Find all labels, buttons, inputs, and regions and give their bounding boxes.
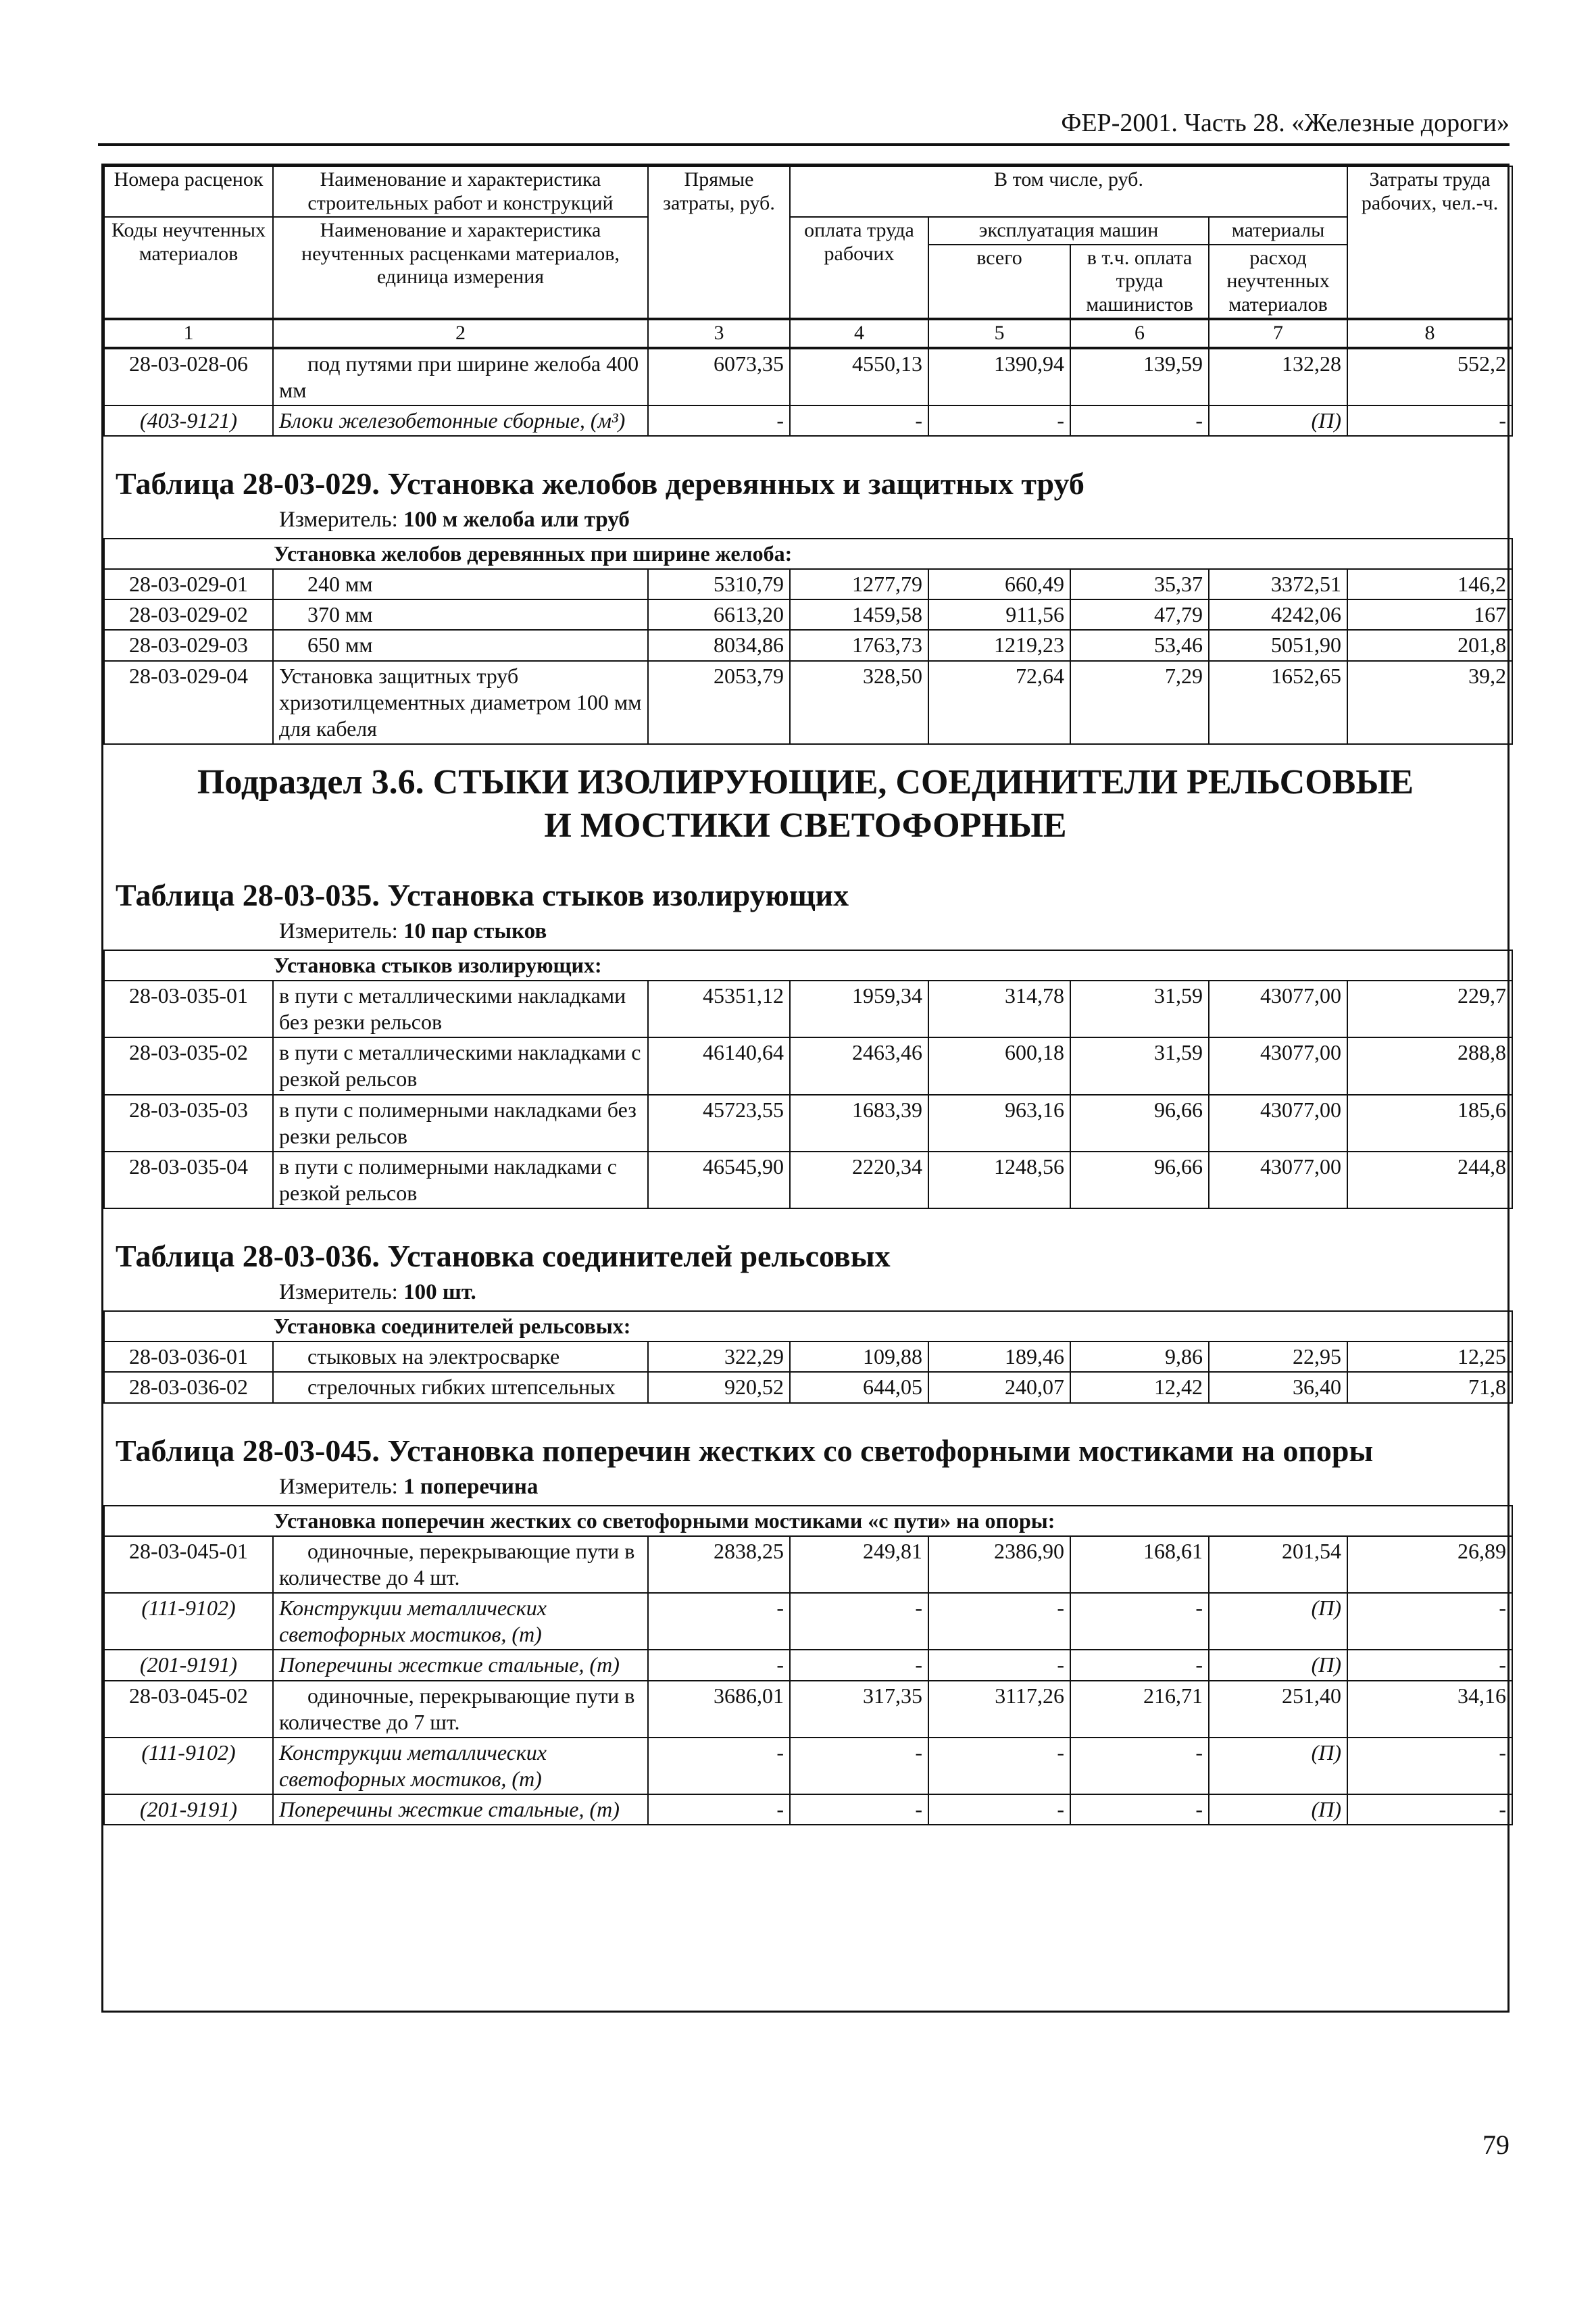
header-unaccounted-names: Наименование и характеристика неучтенных расценками материалов, единица измерения: [273, 217, 648, 318]
material-code: (201-9191): [104, 1794, 273, 1825]
labor-hours-value: 552,2: [1347, 349, 1512, 405]
page-number: 79: [1482, 2130, 1510, 2160]
machine-total-value: 1219,23: [928, 630, 1070, 660]
machine-total-value: 240,07: [928, 1372, 1070, 1402]
material-code: (201-9191): [104, 1650, 273, 1680]
rate-code: 28-03-035-03: [104, 1095, 273, 1152]
machine-total-value: 72,64: [928, 661, 1070, 744]
direct-costs-value: -: [648, 1593, 790, 1650]
rate-name: в пути с металлическими накладками с резкой рельсов: [273, 1037, 648, 1094]
labor-pay-value: 644,05: [790, 1372, 928, 1402]
direct-costs-value: 45351,12: [648, 981, 790, 1037]
labor-pay-value: 2220,34: [790, 1152, 928, 1208]
machine-total-value: -: [928, 1794, 1070, 1825]
direct-costs-value: 6073,35: [648, 349, 790, 405]
column-number: 5: [928, 320, 1070, 347]
materials-value: (П): [1209, 1593, 1347, 1650]
machine-total-value: -: [928, 1650, 1070, 1680]
direct-costs-value: 6613,20: [648, 599, 790, 630]
rate-name: стыковых на электросварке: [273, 1341, 648, 1372]
column-number: 6: [1070, 320, 1209, 347]
machinist-pay-value: 12,42: [1070, 1372, 1209, 1402]
column-number-row: [103, 319, 1513, 348]
machine-total-value: 1390,94: [928, 349, 1070, 405]
table-row: [104, 981, 1512, 1037]
materials-value: 22,95: [1209, 1341, 1347, 1372]
machine-total-value: 314,78: [928, 981, 1070, 1037]
column-number: 2: [273, 320, 648, 347]
materials-value: 5051,90: [1209, 630, 1347, 660]
material-name: Поперечины жесткие стальные, (т): [273, 1794, 648, 1825]
header-machine-total: всего: [928, 245, 1070, 319]
labor-hours-value: 229,7: [1347, 981, 1512, 1037]
rate-code: 28-03-035-01: [104, 981, 273, 1037]
rate-name: 650 мм: [273, 630, 648, 660]
header-labor-costs: Затраты труда рабочих, чел.-ч.: [1347, 166, 1512, 318]
machinist-pay-value: 35,37: [1070, 569, 1209, 599]
table-title: Таблица 28-03-029. Установка желобов деревянных и защитных труб: [116, 466, 1084, 501]
materials-value: 36,40: [1209, 1372, 1347, 1402]
materials-value: 43077,00: [1209, 1037, 1347, 1094]
materials-value: 201,54: [1209, 1536, 1347, 1593]
table-row: [104, 661, 1512, 744]
machine-total-value: 911,56: [928, 599, 1070, 630]
machine-total-value: 189,46: [928, 1341, 1070, 1372]
materials-value: 251,40: [1209, 1681, 1347, 1738]
direct-costs-value: 46140,64: [648, 1037, 790, 1094]
materials-value: 43077,00: [1209, 1095, 1347, 1152]
machine-total-value: -: [928, 1738, 1070, 1794]
header-materials: материалы: [1209, 217, 1347, 245]
machine-total-value: 660,49: [928, 569, 1070, 599]
labor-hours-value: 39,2: [1347, 661, 1512, 744]
labor-pay-value: 2463,46: [790, 1037, 928, 1094]
table-row: [104, 1152, 1512, 1208]
machine-total-value: 2386,90: [928, 1536, 1070, 1593]
rate-code: 28-03-028-06: [104, 349, 273, 405]
labor-pay-value: -: [790, 1593, 928, 1650]
labor-hours-value: 244,8: [1347, 1152, 1512, 1208]
labor-hours-value: 288,8: [1347, 1037, 1512, 1094]
unit-of-measure: Измеритель: 100 м желоба или труб: [279, 508, 630, 533]
direct-costs-value: -: [648, 405, 790, 436]
table-title: Таблица 28-03-036. Установка соединителей рельсовых: [116, 1238, 891, 1273]
header-rates-number: Номера расценок: [104, 166, 273, 217]
labor-hours-value: 185,6: [1347, 1095, 1512, 1152]
rate-code: 28-03-036-01: [104, 1341, 273, 1372]
table-subhead: Установка желобов деревянных при ширине желоба:: [104, 539, 1512, 569]
machinist-pay-value: -: [1070, 1738, 1209, 1794]
labor-pay-value: -: [790, 1650, 928, 1680]
rate-code: 28-03-036-02: [104, 1372, 273, 1402]
rate-name: 240 мм: [273, 569, 648, 599]
direct-costs-value: 8034,86: [648, 630, 790, 660]
column-number: 1: [104, 320, 273, 347]
header-unaccounted-codes: Коды неучтенных материалов: [104, 217, 273, 318]
labor-pay-value: -: [790, 1738, 928, 1794]
header-including: В том числе, руб.: [790, 166, 1347, 217]
rate-name: одиночные, перекрывающие пути в количестве до 7 шт.: [273, 1681, 648, 1738]
table-title: Таблица 28-03-035. Установка стыков изолирующих: [116, 877, 849, 912]
labor-pay-value: 249,81: [790, 1536, 928, 1593]
machinist-pay-value: 168,61: [1070, 1536, 1209, 1593]
labor-pay-value: -: [790, 405, 928, 436]
table-row: [104, 1681, 1512, 1738]
material-name: Конструкции металлических светофорных мостиков, (т): [273, 1738, 648, 1794]
rate-code: 28-03-029-04: [104, 661, 273, 744]
rate-code: 28-03-035-04: [104, 1152, 273, 1208]
table-subhead: Установка соединителей рельсовых:: [104, 1311, 1512, 1341]
direct-costs-value: 2053,79: [648, 661, 790, 744]
direct-costs-value: -: [648, 1738, 790, 1794]
labor-pay-value: -: [790, 1794, 928, 1825]
machine-total-value: 963,16: [928, 1095, 1070, 1152]
table-subhead: Установка стыков изолирующих:: [104, 950, 1512, 981]
rate-name: в пути с полимерными накладками без резки рельсов: [273, 1095, 648, 1152]
rate-name: одиночные, перекрывающие пути в количестве до 4 шт.: [273, 1536, 648, 1593]
labor-hours-value: 12,25: [1347, 1341, 1512, 1372]
labor-hours-value: 34,16: [1347, 1681, 1512, 1738]
labor-hours-value: 167: [1347, 599, 1512, 630]
unit-of-measure: Измеритель: 100 шт.: [279, 1280, 476, 1305]
table-row: [104, 1536, 1512, 1593]
table-subhead: Установка поперечин жестких со светофорными мостиками «с пути» на опоры:: [104, 1506, 1512, 1536]
materials-value: 4242,06: [1209, 599, 1347, 630]
machinist-pay-value: -: [1070, 1794, 1209, 1825]
table-029: [103, 538, 1513, 744]
table-036: [103, 1310, 1513, 1403]
direct-costs-value: 322,29: [648, 1341, 790, 1372]
table-row: [104, 1095, 1512, 1152]
labor-hours-value: -: [1347, 1650, 1512, 1680]
labor-hours-value: 71,8: [1347, 1372, 1512, 1402]
labor-pay-value: 317,35: [790, 1681, 928, 1738]
labor-hours-value: 26,89: [1347, 1536, 1512, 1593]
rate-name: стрелочных гибких штепсельных: [273, 1372, 648, 1402]
machinist-pay-value: -: [1070, 1593, 1209, 1650]
table-row: [104, 1372, 1512, 1402]
material-code: (403-9121): [104, 405, 273, 436]
rate-name: в пути с полимерными накладками с резкой рельсов: [273, 1152, 648, 1208]
table-row: [104, 630, 1512, 660]
table-035: [103, 950, 1513, 1208]
table-045: [103, 1505, 1513, 1825]
table-row: [104, 599, 1512, 630]
header-machine-operation: эксплуатация машин: [928, 217, 1209, 245]
table-row: [104, 569, 1512, 599]
direct-costs-value: 46545,90: [648, 1152, 790, 1208]
labor-hours-value: 146,2: [1347, 569, 1512, 599]
table-row: [104, 1650, 1512, 1680]
labor-pay-value: 1763,73: [790, 630, 928, 660]
labor-pay-value: 1459,58: [790, 599, 928, 630]
unit-of-measure: Измеритель: 1 поперечина: [279, 1475, 539, 1500]
rate-code: 28-03-045-02: [104, 1681, 273, 1738]
materials-value: 132,28: [1209, 349, 1347, 405]
table-row: [104, 405, 1512, 436]
table-row: [104, 1037, 1512, 1094]
direct-costs-value: 3686,01: [648, 1681, 790, 1738]
rate-code: 28-03-035-02: [104, 1037, 273, 1094]
labor-hours-value: -: [1347, 1738, 1512, 1794]
materials-value: (П): [1209, 405, 1347, 436]
labor-pay-value: 4550,13: [790, 349, 928, 405]
materials-value: (П): [1209, 1738, 1347, 1794]
rate-code: 28-03-029-03: [104, 630, 273, 660]
direct-costs-value: 920,52: [648, 1372, 790, 1402]
direct-costs-value: -: [648, 1650, 790, 1680]
machinist-pay-value: 53,46: [1070, 630, 1209, 660]
machinist-pay-value: 139,59: [1070, 349, 1209, 405]
labor-hours-value: 201,8: [1347, 630, 1512, 660]
table-028: [103, 348, 1513, 437]
column-number: 8: [1347, 320, 1512, 347]
labor-hours-value: -: [1347, 405, 1512, 436]
running-head: ФЕР-2001. Часть 28. «Железные дороги»: [1061, 109, 1510, 137]
machinist-pay-value: 216,71: [1070, 1681, 1209, 1738]
rate-code: 28-03-029-01: [104, 569, 273, 599]
material-code: (111-9102): [104, 1738, 273, 1794]
direct-costs-value: 45723,55: [648, 1095, 790, 1152]
materials-value: 3372,51: [1209, 569, 1347, 599]
header-unaccounted-materials-use: расход неучтенных материалов: [1209, 245, 1347, 319]
table-row: [104, 1738, 1512, 1794]
rate-name: в пути с металлическими накладками без резки рельсов: [273, 981, 648, 1037]
machine-total-value: 1248,56: [928, 1152, 1070, 1208]
header-machinist-pay: в т.ч. оплата труда машинистов: [1070, 245, 1209, 319]
machine-total-value: 600,18: [928, 1037, 1070, 1094]
header-work-name: Наименование и характеристика строительных работ и конструкций: [273, 166, 648, 217]
machinist-pay-value: 96,66: [1070, 1152, 1209, 1208]
material-name: Поперечины жесткие стальные, (т): [273, 1650, 648, 1680]
machine-total-value: -: [928, 405, 1070, 436]
header-labor-pay: оплата труда рабочих: [790, 217, 928, 318]
machinist-pay-value: 47,79: [1070, 599, 1209, 630]
rate-name: 370 мм: [273, 599, 648, 630]
machinist-pay-value: 96,66: [1070, 1095, 1209, 1152]
rate-code: 28-03-029-02: [104, 599, 273, 630]
machine-total-value: -: [928, 1593, 1070, 1650]
column-number: 3: [648, 320, 790, 347]
labor-hours-value: -: [1347, 1593, 1512, 1650]
column-number: 4: [790, 320, 928, 347]
materials-value: (П): [1209, 1794, 1347, 1825]
material-code: (111-9102): [104, 1593, 273, 1650]
table-row: [104, 1794, 1512, 1825]
labor-pay-value: 1959,34: [790, 981, 928, 1037]
section-title: Подраздел 3.6. СТЫКИ ИЗОЛИРУЮЩИЕ, СОЕДИНИТЕЛИ РЕЛЬСОВЫЕ И МОСТИКИ СВЕТОФОРНЫЕ: [197, 762, 1414, 845]
materials-value: 43077,00: [1209, 1152, 1347, 1208]
machinist-pay-value: 7,29: [1070, 661, 1209, 744]
labor-pay-value: 109,88: [790, 1341, 928, 1372]
direct-costs-value: 5310,79: [648, 569, 790, 599]
labor-hours-value: -: [1347, 1794, 1512, 1825]
table-row: [104, 349, 1512, 405]
labor-pay-value: 328,50: [790, 661, 928, 744]
machinist-pay-value: 9,86: [1070, 1341, 1209, 1372]
column-number: 7: [1209, 320, 1347, 347]
table-row: [104, 1593, 1512, 1650]
machinist-pay-value: -: [1070, 1650, 1209, 1680]
rate-code: 28-03-045-01: [104, 1536, 273, 1593]
labor-pay-value: 1683,39: [790, 1095, 928, 1152]
rate-name: Установка защитных труб хризотилцементных диаметром 100 мм для кабеля: [273, 661, 648, 744]
machinist-pay-value: 31,59: [1070, 1037, 1209, 1094]
material-name: Конструкции металлических светофорных мостиков, (т): [273, 1593, 648, 1650]
direct-costs-value: 2838,25: [648, 1536, 790, 1593]
machinist-pay-value: -: [1070, 405, 1209, 436]
document-sheet: [101, 164, 1510, 2013]
materials-value: (П): [1209, 1650, 1347, 1680]
header-direct-costs: Прямые затраты, руб.: [648, 166, 790, 318]
column-header-table: [103, 166, 1513, 319]
table-row: [104, 1341, 1512, 1372]
machine-total-value: 3117,26: [928, 1681, 1070, 1738]
unit-of-measure: Измеритель: 10 пар стыков: [279, 919, 547, 944]
materials-value: 1652,65: [1209, 661, 1347, 744]
machinist-pay-value: 31,59: [1070, 981, 1209, 1037]
materials-value: 43077,00: [1209, 981, 1347, 1037]
rate-name: под путями при ширине желоба 400 мм: [273, 349, 648, 405]
table-title: Таблица 28-03-045. Установка поперечин жестких со светофорными мостиками на опоры: [116, 1433, 1374, 1468]
labor-pay-value: 1277,79: [790, 569, 928, 599]
direct-costs-value: -: [648, 1794, 790, 1825]
header-rule: [98, 143, 1510, 146]
material-name: Блоки железобетонные сборные, (м³): [273, 405, 648, 436]
